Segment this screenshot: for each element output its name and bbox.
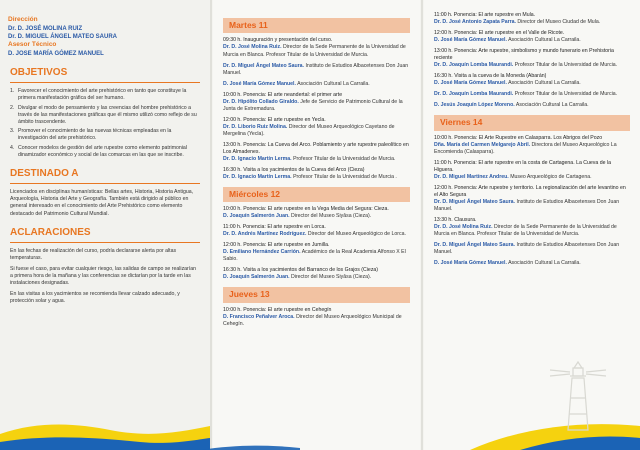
event-item: 13:30 h. Clausura. Dr. D. José Molina Ruiz. Director de la Sede Permanente de la Universidad de Murcia en Blanca. Profesor Titular de la Universidad de Murcia. <box>434 216 617 237</box>
event-item: 10:00 h. Ponencia: El arte rupestre en la Vega Media del Segura: Cieza. D. Joaquín Salmerón Juan. Director del Museo Siyâsa (Cieza). <box>223 206 389 220</box>
asesor-heading: Asesor Técnico <box>8 40 57 48</box>
event-item: 11:00 h. Ponencia: El arte rupestre en la costa de Cartagena. La Cueva de la Higuera. Dr. D. Miguel Martínez Andreu. Museo Arqueológico de Cartagena. <box>434 159 611 180</box>
director-2: Dr. D. MIGUEL ÁNGEL MATEO SAURA <box>8 33 118 40</box>
day-heading: Viernes 14 <box>434 115 630 130</box>
day-heading: Miércoles 12 <box>223 187 410 202</box>
event-item: 11:00 h. Ponencia: El arte rupestre en Lorca. Dr. D. Andrés Martínez Rodríguez. Director del Museo Arqueológico de Lorca. <box>223 224 406 238</box>
event-item: Dr. D. Joaquín Lomba Maurandi. Profesor Titular de la Universidad de Murcia. <box>434 91 618 98</box>
fold-line-2 <box>421 0 423 450</box>
event-item: 12:00 h. Ponencia: El arte rupestre en el Valle de Ricote. D. José María Gómez Manuel. Asociación Cultural La Carraila. <box>434 30 581 44</box>
objetivo-item: 4. Conocer modelos de gestión del arte rupestre como elemento patrimonial dinamizador económico y social de las comarcas en las que se inscribe. <box>10 144 187 158</box>
event-item: 12:00 h. Ponencia: El arte rupestre en Yecla. Dr. D. Liborio Ruiz Molina. Director del Museo Arqueológico Cayetano de Mergelina (Yecla). <box>223 116 395 137</box>
panel-info <box>0 0 210 450</box>
event-item: D. José María Gómez Manuel. Asociación Cultural La Carraila. <box>434 259 581 266</box>
aclaraciones-heading: ACLARACIONES <box>10 226 91 238</box>
event-item: 16:30 h. Visita a los yacimientos del Barranco de los Grajos (Cieza) D. Joaquín Salmerón Juan. Director del Museo Siyâsa (Cieza). <box>223 267 379 281</box>
panel-program-1 <box>213 0 420 450</box>
direccion-heading: Dirección <box>8 16 38 23</box>
event-item: D. José María Gómez Manuel. Asociación Cultural La Carraila. <box>223 80 370 87</box>
aclaracion-3: En las visitas a los yacimientos se recomienda llevar calzado adecuado, y protección solar y agua. <box>10 291 180 305</box>
objetivos-heading: OBJETIVOS <box>10 66 68 78</box>
day-heading: Jueves 13 <box>223 287 410 302</box>
objetivo-item: 2. Divulgar el modo de pensamiento y las creencias del hombre prehistórico a través de las manifestaciones gráficas que él mismo utilizó como reflejo de su ámbito trascendente. <box>10 104 197 125</box>
director-1: Dr. D. JOSÉ MOLINA RUIZ <box>8 25 83 32</box>
event-item: 13:00 h. Ponencia: Arte rupestre, simbolismo y mundo funerario en Prehistoria reciente Dr. D. Joaquín Lomba Maurandi. Profesor Titular de la Universidad de Murcia. <box>434 48 618 69</box>
aclaracion-2: Si fuese el caso, para evitar cualquier riesgo, las salidas de campo se realizarían a primera hora de la mañana y las conferencias se dictarían por la tarde en las instalaciones designadas. <box>10 266 196 287</box>
event-item: Dr. D. Miguel Ángel Mateo Saura. Instituto de Estudios Albacetenses Don Juan Manuel. <box>223 62 409 76</box>
decorative-waves <box>0 390 640 450</box>
aclaraciones-divider <box>10 242 200 243</box>
day-events <box>424 12 640 109</box>
day-events <box>213 37 420 180</box>
fold-line-1 <box>210 0 212 450</box>
destinado-text: Licenciados en disciplinas humanísticas: Bellas artes, Historia, Historia Antigua, Arqueología, Historia del Arte y Geografía. También está dirigido al público en general interesado en el conocimiento del Arte Prehistórico como elemento destacado del Patrimonio Cultural Mundial. <box>10 189 194 217</box>
event-item: 10:00 h. Ponencia: El arte neandertal: el primer arte Dr. D. Hipólito Collado Giraldo. Jefe de Servicio de Patrimonio Cultural de la Junta de Extremadura. <box>223 91 403 112</box>
event-item: 16:30 h. Visita a la cueva de la Moneda (Abarán) D. José María Gómez Manuel. Asociación Cultural La Carraila. <box>434 73 581 87</box>
day-events <box>213 307 420 328</box>
day-heading: Martes 11 <box>223 18 410 33</box>
event-item: 12:00 h. Ponencia: El arte rupestre en Jumilla. D. Emiliano Hernández Carrión. Académico de la Real Academia Alfonso X El Sabio. <box>223 242 406 263</box>
objetivo-item: 3. Promover el conocimiento de las nuevas técnicas empleadas en la investigación del arte prehistórico. <box>10 128 172 142</box>
event-item: 11:00 h. Ponencia: El arte rupestre en Mula. Dr. D. José Antonio Zapata Parra. Director del Museo Ciudad de Mula. <box>434 12 601 26</box>
day-events <box>213 206 420 281</box>
lighthouse-icon <box>548 360 608 440</box>
event-item: 10:00 h. Ponencia: El arte rupestre en Cehegín D. Francisco Peñalver Aroca. Director del Museo Arqueológico Municipal de Cehegín. <box>223 306 402 327</box>
event-item: 12:00 h. Ponencia: Arte rupestre y territorio. La regionalización del arte levantino en el Alto Segura Dr. D. Miguel Ángel Mateo Saura. Instituto de Estudios Albacetenses Don Juan Manuel. <box>434 184 626 212</box>
credits-block <box>8 16 210 58</box>
destinado-heading: DESTINADO A <box>10 167 79 179</box>
day-events <box>424 135 640 267</box>
objetivo-item: 1. Favorecer el conocimiento del arte prehistórico en tanto que constituye la primera manifestación gráfica del ser humano. <box>10 88 187 102</box>
event-item: 09:30 h. Inauguración y presentación del curso. Dr. D. José Molina Ruiz. Director de la Sede Permanente de la Universidad de Murcia en Blanca. Profesor Titular de la Universidad de Murcia. <box>223 37 406 58</box>
event-item: Dr. D. Miguel Ángel Mateo Saura. Instituto de Estudios Albacetenses Don Juan Manuel. <box>434 241 620 255</box>
objetivos-divider <box>10 82 200 83</box>
event-item: 16:30 h. Visita a los yacimientos de la Cueva del Arco (Cieza) Dr. D. Ignacio Martín Lerma. Profesor Titular de la Universidad de Murcia . <box>223 166 397 180</box>
event-item: 10:00 h. Ponencia: El Arte Rupestre en Calasparra. Los Abrigos del Pozo Dña. María del Carmen Melgarejo Abril. Directora del Museo Arqueológico La Encomienda (Calasparra). <box>434 134 617 155</box>
asesor-name: D. JOSE MARÍA GÓMEZ MANUEL <box>8 50 104 57</box>
blue-wave-middle <box>200 446 300 450</box>
destinado-divider <box>10 183 200 184</box>
aclaracion-1: En las fechas de realización del curso, podría declararse alerta por altas temperaturas. <box>10 248 177 262</box>
event-item: D. Jesús Joaquín López Moreno. Asociación Cultural La Carraila. <box>434 102 589 109</box>
event-item: 13:00 h. Ponencia: La Cueva del Arco. Poblamiento y arte rupestre paleolítico en Los Almadenes. Dr. D. Ignacio Martín Lerma. Profesor Titular de la Universidad de Murcia. <box>223 141 409 162</box>
